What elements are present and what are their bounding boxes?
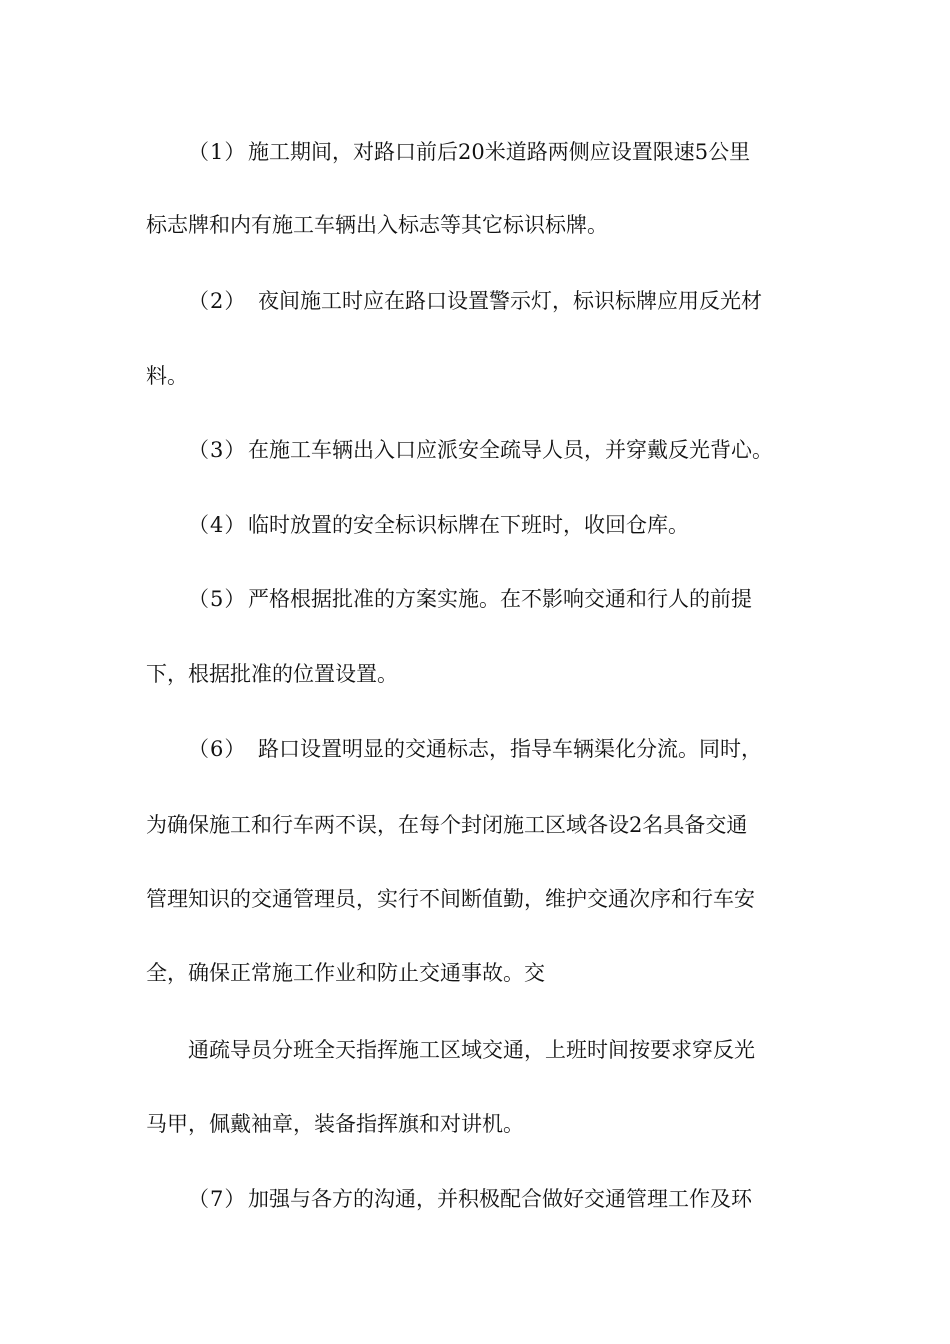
item-6-number: （6） [188,737,247,761]
item-1-line-2: 标志牌和内有施工车辆出入标志等其它标识标牌。 [146,213,608,237]
item-1-line-1 [188,137,808,167]
item-7-number: （7） [188,1187,247,1211]
item-5-line-1 [188,584,808,614]
item-5-number: （5） [188,587,247,611]
item-7-line-1 [188,1184,808,1214]
item-5-line-2: 下，根据批准的位置设置。 [146,662,398,686]
item-3-number: （3） [188,438,247,462]
item-2-line-1 [188,286,808,316]
item-2-number: （2） [188,289,247,313]
item-6-line-2: 为确保施工和行车两不误，在每个封闭施工区域各设2名具备交通 [146,813,748,837]
item-7-text: 加强与各方的沟通，并积极配合做好交通管理工作及环 [248,1187,752,1211]
item-6-line-6: 马甲，佩戴袖章，装备指挥旗和对讲机。 [146,1112,524,1136]
item-6-line-4: 全，确保正常施工作业和防止交通事故。交 [146,961,545,985]
item-4-text: 临时放置的安全标识标牌在下班时，收回仓库。 [248,513,689,537]
item-4-line-1 [188,510,808,540]
item-3-text: 在施工车辆出入口应派安全疏导人员，并穿戴反光背心。 [248,438,773,462]
item-1-number: （1） [188,140,247,164]
item-4-number: （4） [188,513,247,537]
item-1-text: 施工期间，对路口前后20米道路两侧应设置限速5公里 [248,140,751,164]
item-5-text: 严格根据批准的方案实施。在不影响交通和行人的前提 [248,587,752,611]
item-3-line-1 [188,435,808,465]
item-6-text: 路口设置明显的交通标志，指导车辆渠化分流。同时， [258,737,762,761]
item-6-line-3: 管理知识的交通管理员，实行不间断值勤，维护交通次序和行车安 [146,887,755,911]
item-6-line-1 [188,734,808,764]
item-2-text: 夜间施工时应在路口设置警示灯，标识标牌应用反光材 [258,289,762,313]
item-6-line-5: 通疏导员分班全天指挥施工区域交通，上班时间按要求穿反光 [188,1038,755,1062]
item-2-line-2: 料。 [146,364,188,388]
